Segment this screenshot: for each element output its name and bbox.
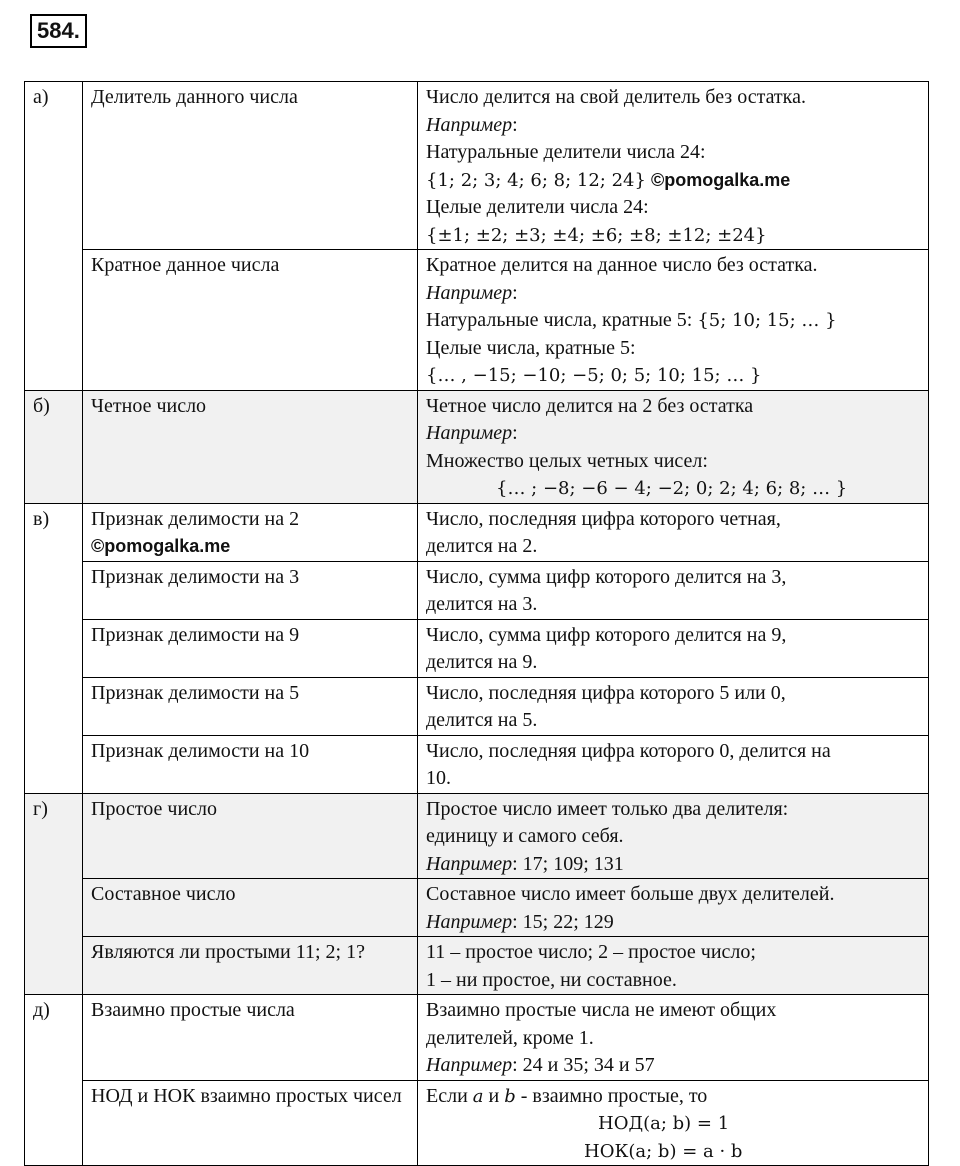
- term-cell: [83, 879, 418, 937]
- table-row: [25, 619, 929, 677]
- definition-text: Составное число имеет больше двух делителей.: [426, 883, 835, 905]
- definition-cell: [418, 677, 929, 735]
- definition-cell: Четное число делится на 2 без остатка Например: Множество целых четных чисел: {… ; −8; −6 − 4; −2; 0; 2; 4; 6; 8; … }: [418, 390, 929, 503]
- definition-text: Число делится на свой делитель без остатка.: [426, 86, 806, 108]
- table-row: [25, 879, 929, 937]
- definition-text: Число, последняя цифра которого 5 или 0,: [426, 681, 786, 704]
- table-row: [25, 735, 929, 793]
- definition-cell: Кратное делится на данное число без остатка. Например: Натуральные числа, кратные 5: {5; 10; 15; … } Целые числа, кратные 5: {… , −15; −10; −5; 0; 5; 10; 15; … }: [418, 250, 929, 391]
- term-cell: [83, 561, 418, 619]
- definition-text: делится на 3.: [426, 593, 538, 615]
- term-label: Признак делимости на 9: [91, 623, 300, 646]
- table-row: [25, 82, 929, 250]
- definition-cell: Число делится на свой делитель без остатка. Например: Натуральные делители числа 24: {1; 2; 3; 4; 6; 8; 12; 24} ©pomogalka.me Целые делители числа 24: {±1; ±2; ±3; ±4; ±6; ±8; ±12; ±24}: [418, 82, 929, 250]
- math-set: {5; 10; 15; … }: [697, 310, 837, 331]
- table-row: [25, 390, 929, 503]
- definition-text: 10.: [426, 767, 451, 789]
- term-label: Простое число: [91, 797, 218, 820]
- example-values: 17; 109; 131: [522, 852, 624, 875]
- example-label: Например: [426, 422, 513, 444]
- math-set: {… ; −8; −6 − 4; −2; 0; 2; 4; 6; 8; … }: [496, 478, 848, 499]
- definition-cell: Составное число имеет больше двух делителей. Например: 15; 22; 129: [418, 879, 929, 937]
- definition-text: Кратное делится на данное число без остатка.: [426, 254, 818, 276]
- table-row: [25, 1080, 929, 1166]
- example-label: Например: [426, 113, 513, 136]
- table-row: [25, 995, 929, 1081]
- term-cell: [83, 735, 418, 793]
- definition-text: и: [483, 1084, 505, 1107]
- definition-text: делится на 9.: [426, 651, 538, 673]
- table-row: [25, 250, 929, 391]
- table-row: [25, 561, 929, 619]
- math-set: {… , −15; −10; −5; 0; 5; 10; 15; … }: [426, 365, 762, 386]
- example-label: Например: [426, 1054, 513, 1076]
- definition-cell: [418, 503, 929, 561]
- term-cell: [83, 1080, 418, 1166]
- definition-text: Натуральные делители числа 24:: [426, 141, 706, 163]
- term-label: Четное число: [91, 394, 207, 417]
- definition-text: Множество целых четных чисел:: [426, 449, 708, 472]
- definition-text: Число, сумма цифр которого делится на 3,: [426, 565, 787, 588]
- variable-a: a: [472, 1085, 484, 1107]
- definition-text: Простое число имеет только два делителя:: [426, 797, 789, 820]
- example-label: Например: [426, 852, 513, 875]
- term-cell: [83, 677, 418, 735]
- term-label: Составное число: [91, 883, 236, 905]
- math-set: {±1; ±2; ±3; ±4; ±6; ±8; ±12; ±24}: [426, 224, 767, 246]
- example-label: Например: [426, 281, 513, 304]
- definition-text: Четное число делится на 2 без остатка: [426, 394, 754, 417]
- definition-cell: [418, 1080, 929, 1166]
- lcm-formula: НОК(a; b) = a · b: [584, 1140, 743, 1162]
- example-values: 15; 22; 129: [522, 910, 614, 933]
- definition-text: Натуральные числа, кратные 5:: [426, 309, 698, 331]
- definition-text: Взаимно простые числа не имеют общих: [426, 999, 777, 1021]
- term-cell: [83, 937, 418, 995]
- term-cell: [83, 619, 418, 677]
- term-label: Взаимно простые числа: [91, 999, 295, 1021]
- row-letter-v: в): [25, 503, 83, 793]
- definition-text: - взаимно простые, то: [515, 1084, 708, 1107]
- watermark: ©pomogalka.me: [650, 169, 791, 190]
- term-label: Кратное данное числа: [91, 254, 280, 276]
- row-letter-a: а): [25, 82, 83, 391]
- table-row: [25, 677, 929, 735]
- example-values: 24 и 35; 34 и 57: [522, 1054, 655, 1076]
- term-label: Делитель данного числа: [91, 86, 298, 108]
- row-letter-g: г): [25, 793, 83, 995]
- definition-cell: [418, 735, 929, 793]
- definition-text: Число, сумма цифр которого делится на 9,: [426, 623, 787, 646]
- definition-text: Число, последняя цифра которого четная,: [426, 507, 781, 530]
- term-label: НОД и НОК взаимно простых чисел: [91, 1084, 402, 1107]
- summary-table: [24, 81, 929, 1166]
- definition-text: Целые делители числа 24:: [426, 196, 649, 218]
- row-letter-d: д): [25, 995, 83, 1166]
- term-cell: [83, 793, 418, 879]
- term-label: Признак делимости на 3: [91, 565, 300, 588]
- table-row: [25, 793, 929, 879]
- term-label: Признак делимости на 10: [91, 739, 310, 762]
- term-label: Признак делимости на 2: [91, 507, 300, 530]
- term-cell: [83, 82, 418, 250]
- definition-cell: Простое число имеет только два делителя: единицу и самого себя. Например: 17; 109; 131: [418, 793, 929, 879]
- definition-text: Целые числа, кратные 5:: [426, 336, 636, 359]
- definition-text: делится на 5.: [426, 709, 538, 731]
- term-label: Признак делимости на 5: [91, 681, 300, 704]
- definition-text: делится на 2.: [426, 535, 538, 557]
- term-cell: [83, 390, 418, 503]
- definition-text: 1 – ни простое, ни составное.: [426, 968, 677, 991]
- math-set: {1; 2; 3; 4; 6; 8; 12; 24}: [426, 169, 646, 191]
- definition-text: 11 – простое число; 2 – простое число;: [426, 941, 756, 963]
- gcd-formula: НОД(a; b) = 1: [598, 1113, 730, 1134]
- watermark: ©pomogalka.me: [91, 536, 231, 556]
- definition-text: Число, последняя цифра которого 0, делится на: [426, 739, 831, 762]
- term-cell: [83, 995, 418, 1081]
- definition-text: единицу и самого себя.: [426, 825, 624, 847]
- table-row: [25, 937, 929, 995]
- task-number: 584.: [30, 14, 87, 48]
- term-cell: [83, 250, 418, 391]
- example-label: Например: [426, 910, 513, 933]
- definition-text: делителей, кроме 1.: [426, 1026, 594, 1049]
- definition-cell: Взаимно простые числа не имеют общих делителей, кроме 1. Например: 24 и 35; 34 и 57: [418, 995, 929, 1081]
- term-cell: [83, 503, 418, 561]
- row-letter-b: б): [25, 390, 83, 503]
- table-row: [25, 503, 929, 561]
- definition-cell: [418, 619, 929, 677]
- definition-cell: [418, 561, 929, 619]
- term-label: Являются ли простыми 11; 2; 1?: [91, 941, 365, 963]
- definition-cell: [418, 937, 929, 995]
- variable-b: b: [504, 1085, 516, 1107]
- definition-text: Если: [426, 1084, 473, 1107]
